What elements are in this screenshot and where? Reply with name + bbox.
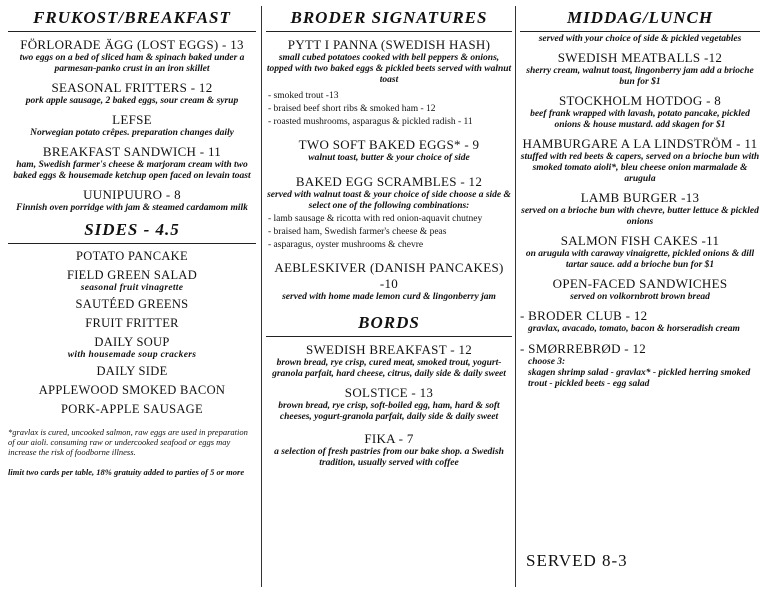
option-line: - braised beef short ribs & smoked ham - 12 [268,104,436,114]
side-name: DAILY SOUP [94,335,170,349]
item-name: BAKED EGG SCRAMBLES - 12 [295,174,483,189]
side-name: DAILY SIDE [96,364,168,378]
item-name: LAMB BURGER -13 [580,190,700,205]
breakfast-column [8,8,256,585]
menu-item [266,37,512,86]
item-desc: on arugula with caraway vinaigrette, pickled onions & dill tartar sauce. add a brioche bun for $1 [525,249,755,270]
side-sub: with housemade soup crackers [67,350,197,360]
side-item [8,268,256,293]
side-name: POTATO PANCAKE [76,249,188,263]
item-name: FIKA - 7 [364,431,414,446]
menu-item [266,385,512,423]
menu-item [266,260,512,303]
item-desc: walnut toast, butter & your choice of side [308,153,470,163]
item-desc: stuffed with red beets & capers, served on a brioche bun with smoked tomato aioli*, bleu cheese onion marmalade & arugula [520,152,760,184]
item-name: SOLSTICE - 13 [344,385,434,400]
item-desc: sherry cream, walnut toast, lingonberry jam add a brioche bun for $1 [526,66,754,87]
signatures-column [266,8,512,585]
item-desc: two eggs on a bed of sliced ham & spinach baked under a parmesan-panko crust in an iron skillet [19,53,245,74]
menu-item [8,112,256,139]
item-name: AEBLESKIVER (DANISH PANCAKES) -10 [274,260,504,291]
menu-item [266,342,512,380]
item-desc: served on volkornbrott brown bread [570,292,710,302]
item-desc: pork apple sausage, 2 baked eggs, sour cream & syrup [25,96,239,106]
side-sub: seasonal fruit vinagrette [80,283,184,293]
menu-item [266,137,512,164]
menu-item [266,174,512,212]
side-name: PORK-APPLE SAUSAGE [61,402,203,416]
menu-item [8,144,256,182]
side-item [8,335,256,360]
item-name: - BRODER CLUB - 12 [520,308,648,323]
item-choose: choose 3: [528,357,566,367]
item-name: SWEDISH BREAKFAST - 12 [305,342,473,357]
signatures-header: BRODER SIGNATURES [266,8,512,32]
side-name: FIELD GREEN SALAD [66,268,198,282]
item-desc: Finnish oven porridge with jam & steamed cardamom milk [16,203,248,213]
item-desc: brown bread, rye crisp, soft-boiled egg, ham, hard & soft cheeses, yogurt-granola parfait, daily side & daily sweet [278,401,500,422]
menu-item [520,50,760,88]
item-name: FÖRLORADE ÄGG (LOST EGGS) - 13 [20,37,244,52]
item-name: SEASONAL FRITTERS - 12 [51,80,213,95]
menu-item [520,93,760,131]
menu-item [8,80,256,107]
item-name: SALMON FISH CAKES -11 [560,233,720,248]
option-line: - smoked trout -13 [268,91,339,101]
menu-item [520,190,760,228]
item-desc: served with home made lemon curd & lingonberry jam [282,292,496,302]
item-name: TWO SOFT BAKED EGGS* - 9 [298,137,480,152]
lunch-intro: served with your choice of side & pickled vegetables [538,34,742,44]
item-name: STOCKHOLM HOTDOG - 8 [558,93,722,108]
item-desc: small cubed potatoes cooked with bell peppers & onions, topped with two baked eggs & pickled beets served with walnut toast [266,53,512,85]
item-desc: brown bread, rye crisp, cured meat, smoked trout, yogurt-granola parfait, hard cheese, citrus, daily side & daily sweet [272,358,506,379]
lunch-header: MIDDAG/LUNCH [520,8,760,32]
item-name: - SMØRREBRØD - 12 [520,341,647,356]
item-desc: ham, Swedish farmer's cheese & marjoram cream with two baked eggs & housemade ketchup open faced on levain toast [13,160,251,181]
side-item [8,402,256,417]
breakfast-header: FRUKOST/BREAKFAST [8,8,256,32]
item-desc: served with walnut toast & your choice of side choose a side & select one of the following combinations: [267,190,511,211]
item-desc: skagen shrimp salad - gravlax* - pickled herring smoked trout - pickled beets - egg salad [528,368,751,389]
bords-header: BORDS [266,313,512,337]
item-name: SWEDISH MEATBALLS -12 [557,50,723,65]
item-name: OPEN-FACED SANDWICHES [552,276,728,291]
item-desc: served on a brioche bun with chevre, butter lettuce & pickled onions [521,206,759,227]
option-line: - asparagus, oyster mushrooms & chevre [268,240,424,250]
side-item [8,249,256,264]
item-desc: Norwegian potato crêpes. preparation changes daily [30,128,234,138]
column-divider [515,6,516,587]
side-item [8,383,256,398]
table-policy: limit two cards per table, 18% gratuity added to parties of 5 or more [8,467,245,477]
sides-header: SIDES - 4.5 [8,220,256,244]
option-line: - braised ham, Swedish farmer's cheese & peas [268,227,447,237]
item-name: LEFSE [112,112,152,127]
menu-item [8,187,256,214]
item-desc: beef frank wrapped with lavash, potato pancake, pickled onions & house mustard. add skagen for $1 [530,109,750,130]
menu-item [266,431,512,469]
option-line: - lamb sausage & ricotta with red onion-aquavit chutney [268,214,483,224]
lunch-column [520,8,760,585]
menu-item [520,308,760,335]
side-item [8,316,256,331]
side-name: APPLEWOOD SMOKED BACON [38,383,226,397]
option-line: - roasted mushrooms, asparagus & pickled radish - 11 [268,117,473,127]
item-desc: a selection of fresh pastries from our bake shop. a Swedish tradition, usually served with coffee [274,447,504,468]
served-hours: SERVED 8-3 [526,551,628,570]
item-name: HAMBURGARE A LA LINDSTRÖM - 11 [522,136,758,151]
item-name: BREAKFAST SANDWICH - 11 [42,144,222,159]
raw-food-disclaimer: *gravlax is cured, uncooked salmon, raw eggs are used in preparation of our aioli. consuming raw or undercooked seafood or eggs may increase the risk of foodborne illness. [8,427,248,457]
item-name: UUNIPUURO - 8 [83,187,181,202]
side-name: FRUIT FRITTER [85,316,179,330]
item-desc: gravlax, avacado, tomato, bacon & horseradish cream [528,324,740,334]
item-name: PYTT I PANNA (SWEDISH HASH) [287,37,491,52]
menu-item [520,276,760,303]
menu-item [8,37,256,75]
menu-item [520,341,760,390]
side-name: SAUTÉED GREENS [75,297,189,311]
menu-item [520,233,760,271]
side-item [8,297,256,312]
side-item [8,364,256,379]
column-divider [261,6,262,587]
menu-item [520,136,760,185]
